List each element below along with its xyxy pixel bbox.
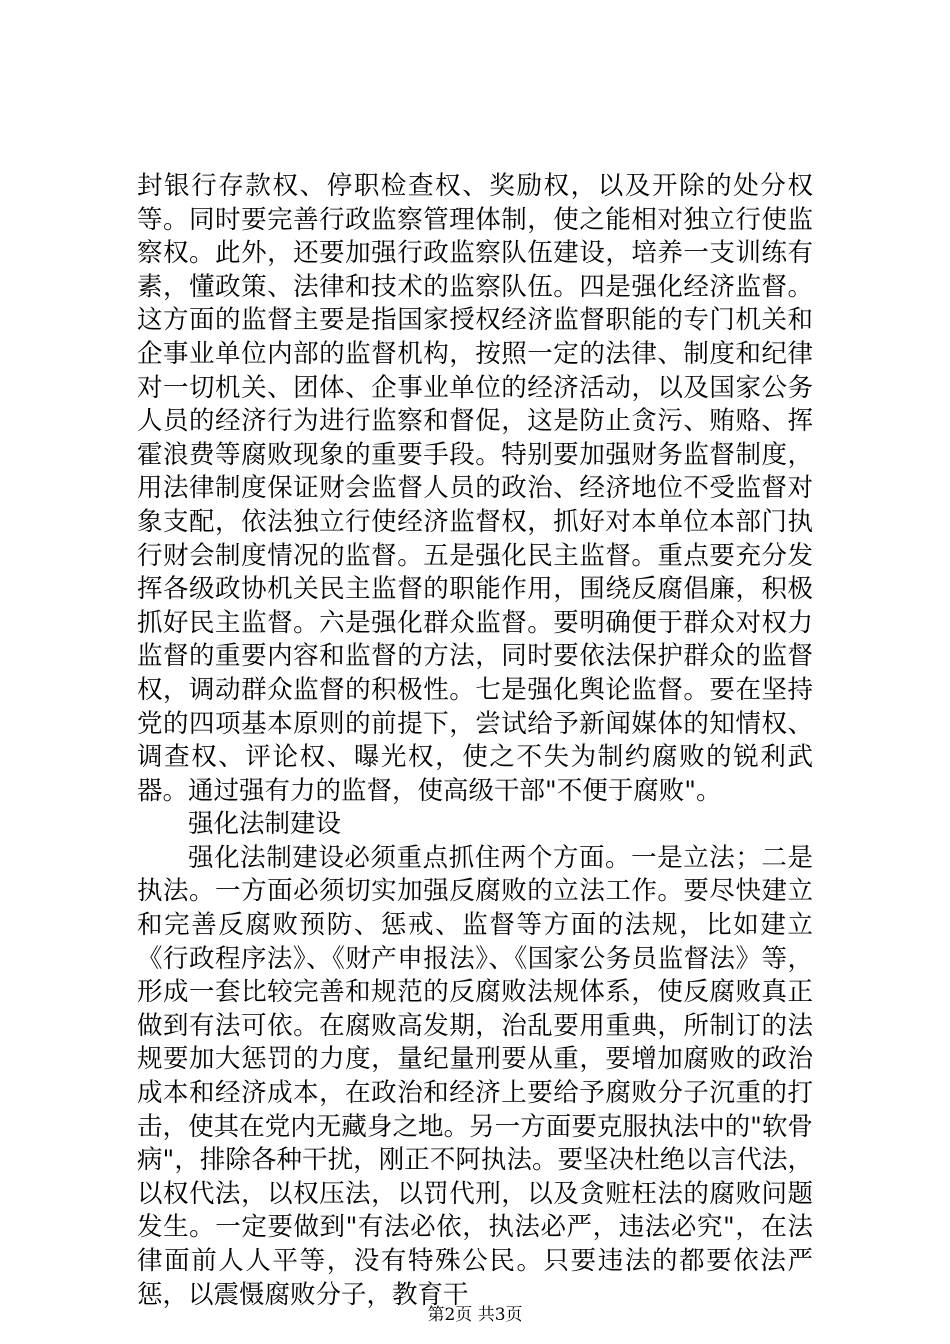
body-paragraph-supervision: 封银行存款权、停职检查权、奖励权，以及开除的处分权等。同时要完善行政监察管理体制，使之能相对独立行使监察权。此外，还要加强行政监察队伍建设，培养一支训练有素，懂政策、法律和技术的监察队伍。四是强化经济监督。这方面的监督主要是指国家授权经济监督职能的专门机关和企事业单位内部的监督机构，按照一定的法律、制度和纪律对一切机关、团体、企事业单位的经济活动，以及国家公务人员的经济行为进行监察和督促，这是防止贪污、贿赂、挥霍浪费等腐败现象的重要手段。特别要加强财务监督制度，用法律制度保证财会监督人员的政治、经济地位不受监督对象支配，依法独立行使经济监督权，抓好对本单位本部门执行财会制度情况的监督。五是强化民主监督。重点要充分发挥各级政协机关民主监督的职能作用，围绕反腐倡廉，积极抓好民主监督。六是强化群众监督。要明确便于群众对权力监督的重要内容和监督的方法，同时要依法保护群众的监督权，调动群众监督的积极性。七是强化舆论监督。要在坚持党的四项基本原则的前提下，尝试给予新闻媒体的知情权、调查权、评论权、曝光权，使之不失为制约腐败的锐利武器。通过强有力的监督，使高级干部"不便于腐败"。 (137, 171, 813, 806)
body-paragraph-legal-system: 强化法制建设必须重点抓住两个方面。一是立法；二是执法。一方面必须切实加强反腐败的立法工作。要尽快建立和完善反腐败预防、惩戒、监督等方面的法规，比如建立《行政程序法》、《财产申报法》、《国家公务员监督法》等，形成一套比较完善和规范的反腐败法规体系，使反腐败真正做到有法可依。在腐败高发期，治乱要用重典，所制订的法规要加大惩罚的力度，量纪量刑要从重，要增加腐败的政治成本和经济成本，在政治和经济上要给予腐败分子沉重的打击，使其在党内无藏身之地。另一方面要克服执法中的"软骨病"，排除各种干扰，刚正不阿执法。要坚决杜绝以言代法，以权代法，以权压法，以罚代刑，以及贪赃枉法的腐败问题发生。一定要做到"有法必依，执法必严，违法必究"，在法律面前人人平等，没有特殊公民。只要违法的都要依法严惩，以震慑腐败分子，教育干 (137, 842, 813, 1310)
section-heading: 强化法制建设 (188, 809, 342, 840)
page-number: 第2页 共3页 (427, 1305, 523, 1325)
page-footer (0, 1304, 950, 1326)
document-body (137, 170, 813, 1312)
